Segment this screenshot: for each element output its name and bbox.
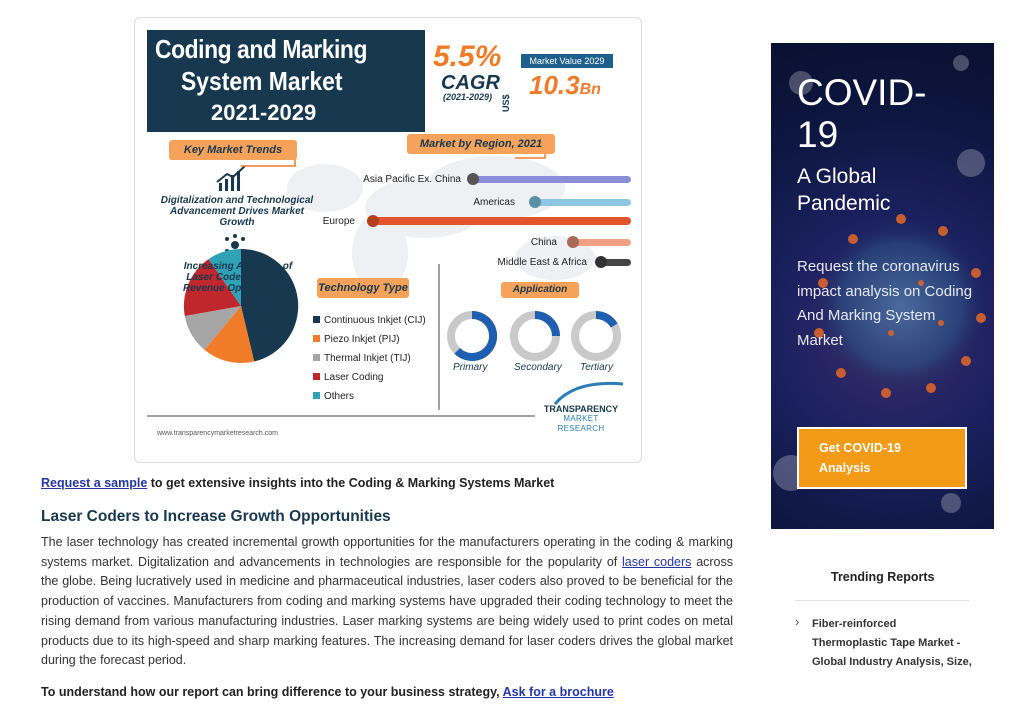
region-label: Asia Pacific Ex. China: [363, 174, 461, 185]
get-covid-analysis-button[interactable]: Get COVID-19 Analysis: [797, 427, 967, 489]
article-paragraph: The laser technology has created incremental growth opportunities for the manufacturers operating in the coding & marking systems market. Digitalization and advancements in technologies are responsible for the popularity of laser coders across the globe. Being lucratively used in medicine and pharmaceutical industries, laser coders also proved to be beneficial for the production of vaccines. Manufacturers from coding and marking systems have upgraded their coding technology to meet the rising demand from various manufacturing industries. Laser marking systems are being widely used to print codes on metal products due to its high-speed and sharp marking features. The increasing demand for laser coders drives the global market during the forecast period.: [41, 535, 734, 668]
region-label: Middle East & Africa: [497, 257, 587, 268]
usd-label: US$: [501, 94, 511, 112]
infographic-years: 2021-2029: [211, 100, 317, 125]
divider: [795, 600, 969, 601]
key-trends-tag: Key Market Trends: [169, 140, 297, 160]
tmr-logo: TRANSPARENCY MARKET RESEARCH: [543, 404, 619, 433]
trending-report-title[interactable]: Fiber-reinforced Thermoplastic Tape Market - Global Industry Analysis, Size,: [812, 618, 972, 668]
website-url: www.transparencymarketresearch.com: [157, 430, 278, 437]
market-value: 10.3Bn: [529, 70, 601, 100]
legend-item: Continuous Inkjet (CIJ): [313, 315, 426, 326]
region-tag: Market by Region, 2021: [407, 134, 555, 154]
ask-brochure-link[interactable]: Ask for a brochure: [502, 685, 614, 699]
trending-heading: Trending Reports: [831, 570, 935, 584]
cagr-label: CAGR: [441, 72, 500, 94]
logo-swoosh-icon: [555, 383, 623, 404]
application-label: Secondary: [514, 362, 562, 373]
infographic-title: System Market: [181, 66, 343, 96]
legend-item: Piezo Inkjet (PIJ): [313, 334, 400, 345]
region-label: Americas: [473, 197, 515, 208]
trend-text: Increasing Adoption of Laser Coders Creates Revenue Opportunities: [182, 261, 293, 294]
legend-item: Laser Coding: [313, 372, 383, 383]
application-label: Primary: [453, 362, 488, 373]
application-label: Tertiary: [580, 362, 613, 373]
brochure-line: To understand how our report can bring difference to your business strategy, Ask for a brochure: [41, 685, 614, 699]
covid-description: Request the coronavirus impact analysis on Coding And Marking System Market: [797, 258, 973, 349]
infographic-title: Coding and Marking: [155, 34, 367, 64]
legend-item: Thermal Inkjet (TIJ): [313, 353, 411, 364]
cagr-value: 5.5%: [433, 40, 502, 73]
covid-banner[interactable]: [771, 43, 994, 529]
covid-subtitle: A Global Pandemic: [797, 165, 891, 215]
legend-item: Others: [313, 391, 354, 402]
application-donuts: [451, 315, 617, 357]
covid-title: COVID-19: [797, 72, 927, 155]
region-label: China: [530, 237, 557, 248]
region-label: Europe: [322, 216, 355, 227]
laser-coders-link[interactable]: laser coders: [622, 554, 692, 569]
technology-tag: Technology Type: [317, 278, 409, 298]
trend-text: Digitalization and Technological Advancement Drives Market Growth: [160, 195, 314, 228]
infographic-title-banner: [147, 30, 425, 132]
market-value-label: Market Value 2029: [521, 54, 613, 68]
chevron-right-icon: ›: [795, 614, 800, 629]
request-sample-link[interactable]: Request a sample: [41, 476, 148, 490]
cagr-period: (2021-2029): [443, 92, 493, 102]
application-tag: Application: [501, 282, 579, 298]
request-sample-line: Request a sample to get extensive insights into the Coding & Marking Systems Market: [41, 476, 555, 490]
infographic-image: [134, 17, 642, 463]
growth-chart-icon: [217, 166, 245, 191]
section-heading: Laser Coders to Increase Growth Opportunities: [41, 508, 391, 525]
